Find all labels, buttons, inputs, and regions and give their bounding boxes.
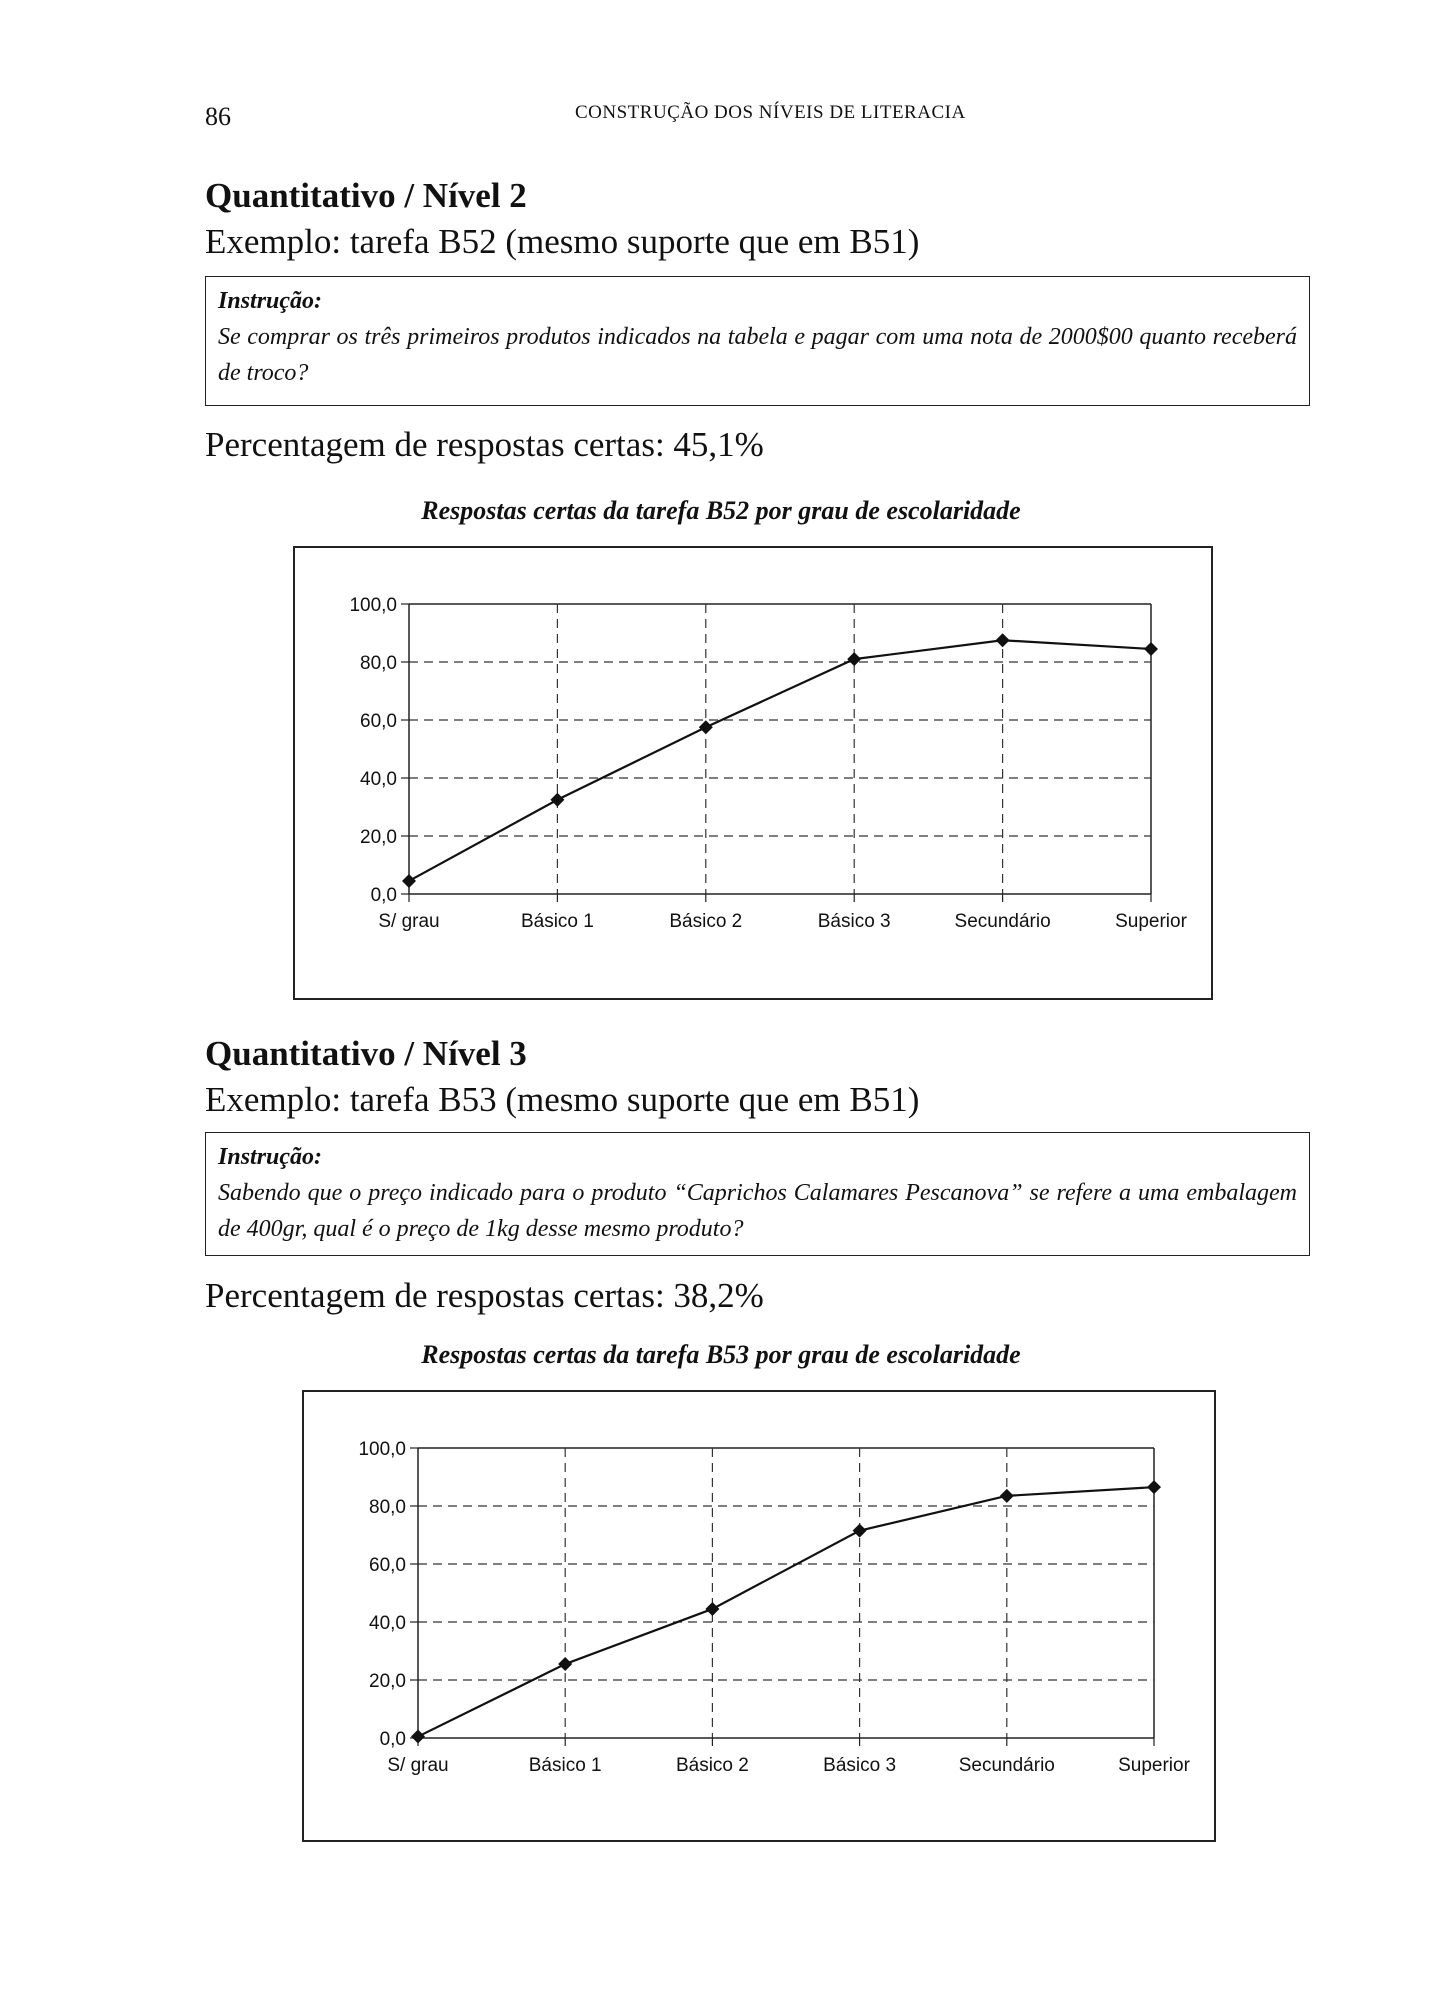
- x-tick-label: S/ grau: [378, 911, 440, 932]
- instruction-label: Instrução:: [218, 288, 323, 314]
- x-tick-label: S/ grau: [387, 1755, 449, 1776]
- chart-title: Respostas certas da tarefa B53 por grau de escolaridade: [421, 1340, 1021, 1369]
- x-tick-label: Básico 3: [823, 1755, 897, 1776]
- x-tick-label: Secundário: [954, 911, 1051, 932]
- data-point: [996, 633, 1010, 647]
- y-tick-label: 60,0: [360, 711, 397, 732]
- running-head: CONSTRUÇÃO DOS NÍVEIS DE LITERACIA: [575, 102, 966, 123]
- data-point: [847, 652, 861, 666]
- x-tick-label: Básico 1: [528, 1755, 602, 1776]
- data-point: [558, 1657, 572, 1671]
- y-tick-label: 60,0: [369, 1555, 406, 1576]
- series-line: [418, 1487, 1154, 1736]
- y-tick-label: 20,0: [369, 1671, 406, 1692]
- y-tick-label: 40,0: [369, 1613, 406, 1634]
- y-tick-label: 20,0: [360, 827, 397, 848]
- x-tick-label: Secundário: [958, 1755, 1055, 1776]
- data-point: [1147, 1480, 1161, 1494]
- percentage-line: Percentagem de respostas certas: 38,2%: [205, 1276, 764, 1315]
- x-tick-label: Básico 2: [669, 911, 743, 932]
- instruction-label: Instrução:: [218, 1144, 323, 1170]
- data-point: [699, 720, 713, 734]
- instruction-text: Sabendo que o preço indicado para o produto “Caprichos Calamares Pescanova” se refere a uma embalagem de 400gr, qual é o preço de 1kg desse mesmo produto?: [218, 1180, 1297, 1242]
- page-number: 86: [205, 102, 231, 131]
- y-tick-label: 0,0: [379, 1729, 406, 1750]
- x-tick-label: Básico 3: [817, 911, 891, 932]
- series-line: [409, 640, 1151, 881]
- x-tick-label: Superior: [1118, 1755, 1190, 1776]
- line-chart: [304, 1392, 1218, 1844]
- section-title: Quantitativo / Nível 2: [205, 176, 527, 215]
- section-title: Quantitativo / Nível 3: [205, 1034, 527, 1073]
- y-tick-label: 80,0: [360, 653, 397, 674]
- x-tick-label: Superior: [1115, 911, 1187, 932]
- y-tick-label: 100,0: [349, 595, 397, 616]
- chart-title: Respostas certas da tarefa B52 por grau de escolaridade: [421, 496, 1021, 525]
- example-line: Exemplo: tarefa B52 (mesmo suporte que em B51): [205, 222, 920, 261]
- line-chart: [295, 548, 1215, 1002]
- data-point: [705, 1602, 719, 1616]
- x-tick-label: Básico 2: [675, 1755, 749, 1776]
- instruction-box: [205, 276, 1310, 406]
- instruction-text: Se comprar os três primeiros produtos indicados na tabela e pagar com uma nota de 2000$00 quanto receberá de troco?: [218, 324, 1297, 386]
- y-tick-label: 0,0: [370, 885, 397, 906]
- y-tick-label: 80,0: [369, 1497, 406, 1518]
- x-tick-label: Básico 1: [520, 911, 594, 932]
- data-point: [853, 1524, 867, 1538]
- example-line: Exemplo: tarefa B53 (mesmo suporte que em B51): [205, 1080, 920, 1119]
- data-point: [1000, 1489, 1014, 1503]
- data-point: [1144, 642, 1158, 656]
- percentage-line: Percentagem de respostas certas: 45,1%: [205, 425, 764, 464]
- data-point: [550, 793, 564, 807]
- chart-frame: [302, 1390, 1216, 1842]
- y-tick-label: 40,0: [360, 769, 397, 790]
- y-tick-label: 100,0: [358, 1439, 406, 1460]
- data-point: [402, 874, 416, 888]
- instruction-box: [205, 1132, 1310, 1256]
- chart-frame: [293, 546, 1213, 1000]
- data-point: [411, 1730, 425, 1744]
